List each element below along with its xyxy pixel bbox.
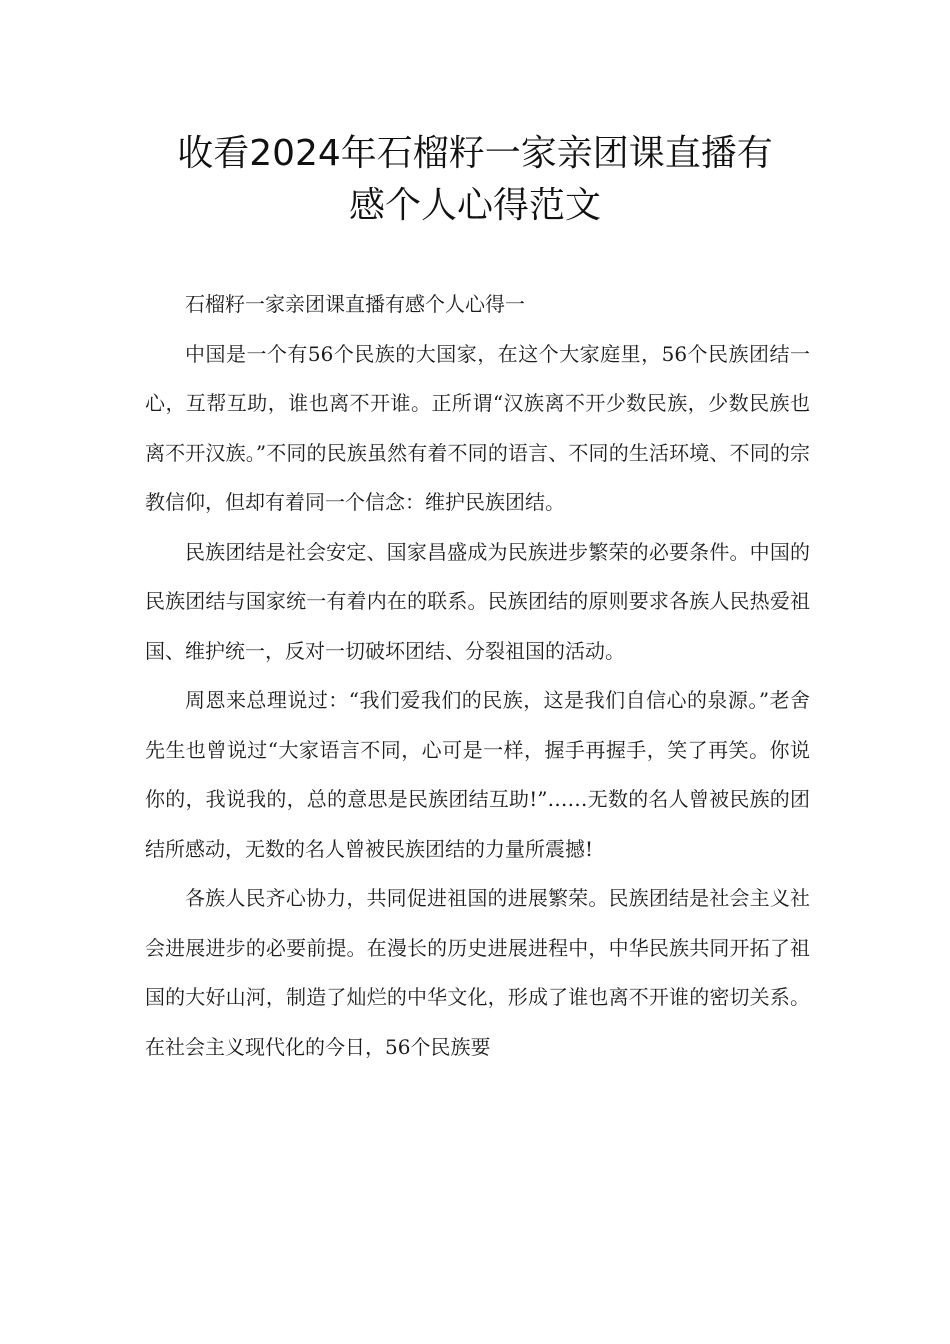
paragraph-3: 周恩来总理说过：“我们爱我们的民族，这是我们自信心的泉源。”老舍先生也曾说过“大家语言不同，心可是一样，握手再握手，笑了再笑。你说你的，我说我的，总的意思是民族团结互助!”……无数的名人曾被民族的团结所感动，无数的名人曾被民族团结的力量所震撼! [145, 688, 810, 861]
document-body [145, 280, 810, 1072]
paragraph-2: 民族团结是社会安定、国家昌盛成为民族进步繁荣的必要条件。中国的民族团结与国家统一有着内在的联系。民族团结的原则要求各族人民热爱祖国、维护统一，反对一切破坏团结、分裂祖国的活动。 [145, 539, 810, 663]
section-subheading: 石榴籽一家亲团课直播有感个人心得一 [185, 292, 525, 316]
paragraph-4: 各族人民齐心协力，共同促进祖国的进展繁荣。民族团结是社会主义社会进展进步的必要前提。在漫长的历史进展进程中，中华民族共同开拓了祖国的大好山河，制造了灿烂的中华文化，形成了谁也离不开谁的密切关系。在社会主义现代化的今日，56个民族要 [145, 886, 810, 1059]
title-line-2: 感个人心得范文 [348, 185, 601, 226]
document-title [100, 128, 850, 232]
paragraph-1: 中国是一个有56个民族的大国家，在这个大家庭里，56个民族团结一心，互帮互助，谁也离不开谁。正所谓“汉族离不开少数民族，少数民族也离不开汉族。”不同的民族虽然有着不同的语言、不同的生活环境、不同的宗教信仰，但却有着同一个信念：维护民族团结。 [145, 341, 810, 514]
title-line-1: 收看2024年石榴籽一家亲团课直播有 [177, 133, 773, 174]
